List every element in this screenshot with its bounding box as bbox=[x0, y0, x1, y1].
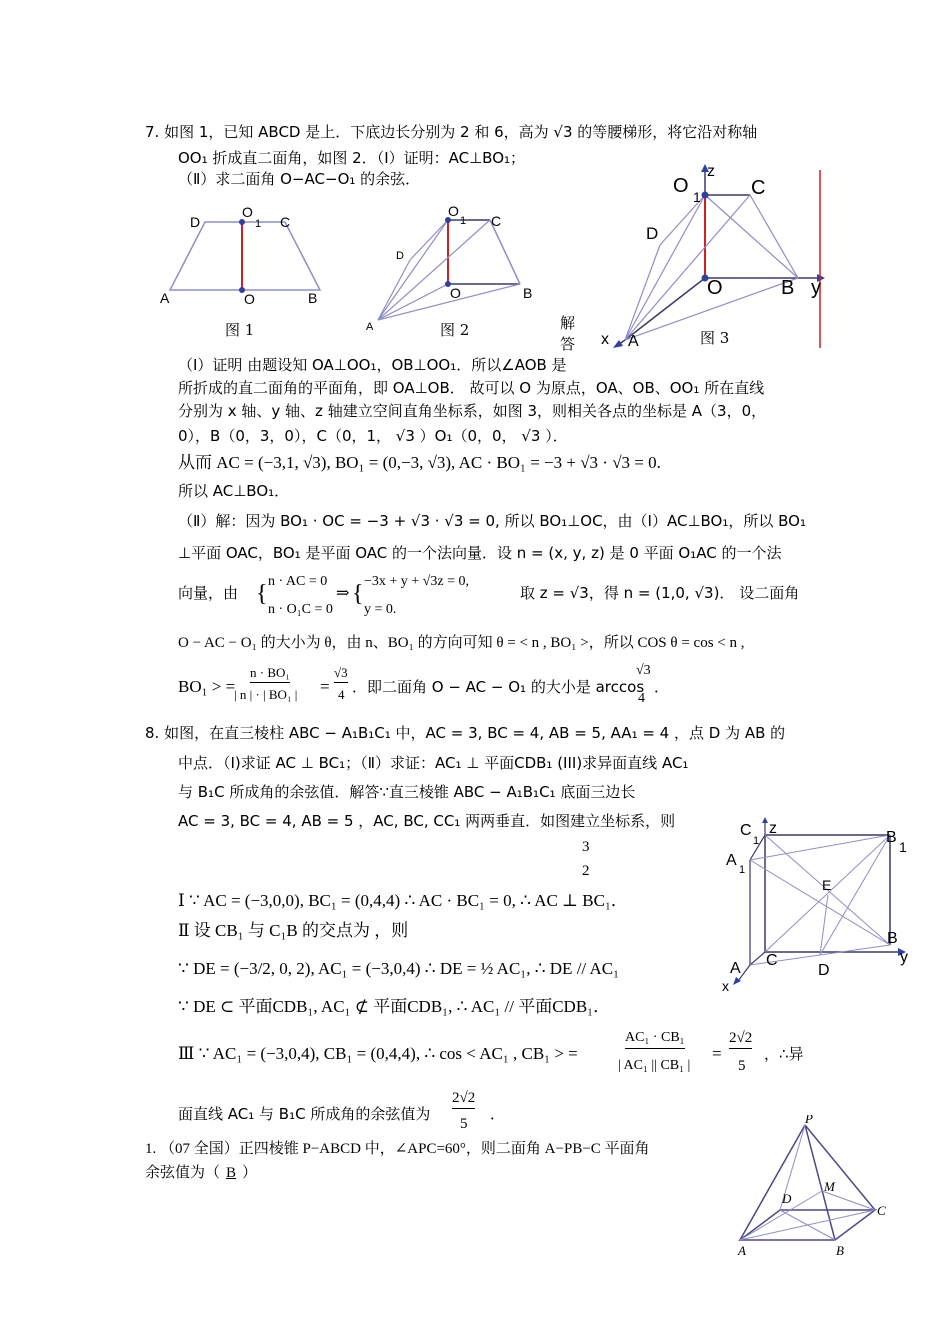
sol7-eq: = bbox=[320, 677, 330, 696]
fig3-label-O1-subscript: 1 bbox=[693, 189, 701, 205]
problem-1-answer: B bbox=[226, 1165, 237, 1181]
fig8-label-x: x bbox=[722, 978, 729, 994]
fig8-label-E: E bbox=[822, 877, 832, 893]
problem-8-frac-bot: 2 bbox=[582, 863, 590, 879]
fig9-label-M: M bbox=[824, 1179, 835, 1194]
sol7-implies: ⇒ bbox=[336, 585, 350, 602]
fig8-label-C: C bbox=[766, 952, 778, 969]
fig9-label-B: B bbox=[836, 1243, 844, 1258]
fig1-label-A: A bbox=[160, 290, 170, 306]
fig8-label-C1-subscript: 1 bbox=[753, 835, 760, 847]
sol7-val-den: 4 bbox=[338, 687, 345, 702]
fig9-label-A: A bbox=[738, 1243, 746, 1258]
fig2-label-C: C bbox=[491, 213, 502, 229]
problem-8-line-9a: Ⅲ ∵ AC₁ = (−3,0,4), CB₁ = (0,4,4), ∴ cos < AC₁ , CB₁ > = bbox=[178, 1044, 578, 1063]
problem-8-line-3: 与 B₁C 所成角的余弦值．解答∵直三棱锥 ABC − A₁B₁C₁ 底面三边长 bbox=[178, 783, 636, 801]
problem-8-line-5: Ⅰ ∵ AC = (−3,0,0), BC₁ = (0,4,4) ∴ AC · BC₁ = 0, ∴ AC ⊥ BC₁． bbox=[178, 891, 628, 910]
fig8-label-y: y bbox=[900, 949, 908, 966]
fig1-label-O1: O bbox=[242, 204, 253, 220]
problem-1-line-1: 1. （07 全国）正四棱锥 P−ABCD 中，∠APC=60°，则二面角 A−PB−C 平面角 bbox=[145, 1141, 650, 1157]
fig8-label-D: D bbox=[818, 962, 830, 979]
sol7-line-6: 所以 AC⊥BO₁． bbox=[178, 482, 290, 500]
fig3-label-D: D bbox=[646, 224, 659, 243]
fig3-label-O: O bbox=[707, 277, 723, 299]
sol7-arccos-den: 4 bbox=[638, 691, 645, 706]
problem-7-line-3: （Ⅱ）求二面角 O−AC−O₁ 的余弦． bbox=[178, 170, 421, 188]
side-note-jie: 解 bbox=[560, 314, 576, 332]
problem-8-frac-den: | AC₁ || CB₁ | bbox=[618, 1058, 691, 1073]
fig1-label-C: C bbox=[280, 214, 291, 230]
fig3-label-z: z bbox=[707, 163, 715, 180]
sol7-brace-2: { bbox=[352, 581, 364, 607]
sol7-line-1: （Ⅰ）证明 由题设知 OA⊥OO₁，OB⊥OO₁．所以∠AOB 是 bbox=[178, 356, 567, 374]
sol7-line-9f: 取 z = √3，得 n = (1,0, √3)． 设二面角 bbox=[520, 584, 800, 602]
problem-8-line-2: 中点．（Ⅰ)求证 AC ⊥ BC₁；（Ⅱ）求证：AC₁ ⊥ 平面CDB₁ (III)求异面直线 AC₁ bbox=[178, 754, 689, 772]
sol7-line-5: 从而 AC = (−3,1, √3), BO₁ = (0,−3, √3), AC · BO₁ = −3 + √3 · √3 = 0. bbox=[178, 453, 661, 472]
sol7-line-7: （Ⅱ）解：因为 BO₁ · OC = −3 + √3 · √3 = 0, 所以 BO₁⊥OC，由（Ⅰ）AC⊥BO₁，所以 BO₁ bbox=[178, 512, 806, 530]
sol7-line-10: O − AC − O₁ 的大小为 θ，由 n、BO₁ 的方向可知 θ = < n , BO₁ >，所以 COS θ = cos < n , bbox=[178, 635, 745, 651]
problem-1-prefix: 余弦值为（ bbox=[145, 1165, 221, 1181]
sol7-system-res-1: −3x + y + √3z = 0, bbox=[364, 574, 469, 589]
sol7-line-9a: 向量，由 bbox=[178, 584, 239, 602]
sol7-line-2: 所折成的直二面角的平面角，即 OA⊥OB． 故可以 O 为原点，OA、OB、OO₁ 所在直线 bbox=[178, 379, 765, 397]
problem-8-line-9e: ，∴异 bbox=[764, 1045, 804, 1063]
fig9-label-C: C bbox=[877, 1203, 886, 1218]
sol7-line-8: ⊥平面 OAC，BO₁ 是平面 OAC 的一个法向量．设 n = (x, y, z) 是 0 平面 O₁AC 的一个法 bbox=[178, 544, 782, 562]
fig9-label-P: P bbox=[805, 1115, 813, 1126]
fig1-label-O: O bbox=[244, 291, 255, 307]
fig8-label-A: A bbox=[730, 960, 741, 977]
problem-8-line-6: Ⅱ 设 CB₁ 与 C₁B 的交点为 ，则 bbox=[178, 921, 409, 940]
fig3-label-B: B bbox=[781, 277, 795, 299]
problem-8-line-8: ∵ DE ⊂ 平面CDB₁, AC₁ ⊄ 平面CDB₁, ∴ AC₁ // 平面CDB₁． bbox=[178, 997, 611, 1016]
fig3-label-C: C bbox=[751, 177, 766, 199]
sol7-system-eq-2: n · O₁C = 0 bbox=[268, 602, 333, 617]
problem-8-eq: = bbox=[712, 1044, 722, 1063]
sol7-system-res-2: y = 0. bbox=[364, 602, 397, 617]
fig8-label-A1-subscript: 1 bbox=[739, 864, 746, 876]
sol7-system-eq-1: n · AC = 0 bbox=[268, 574, 328, 589]
problem-1-line-2 bbox=[145, 1162, 257, 1184]
fig8-label-A1: A bbox=[726, 852, 737, 869]
figure-9-pyramid bbox=[730, 1115, 900, 1265]
fig3-label-A: A bbox=[628, 333, 639, 350]
sol7-frac-num: n · BO₁ bbox=[250, 664, 290, 683]
problem-8-frac-top: 3 bbox=[582, 839, 590, 855]
problem-8-line-4: AC = 3, BC = 4, AB = 5 ，AC, BC, CC₁ 两两垂直．如图建立坐标系，则 bbox=[178, 812, 676, 830]
sol7-end: ． bbox=[654, 678, 670, 696]
problem-8-line-7: ∵ DE = (−3/2, 0, 2), AC₁ = (−3,0,4) ∴ DE = ½ AC₁, ∴ DE // AC₁ bbox=[178, 959, 619, 978]
figure-1-caption: 图 1 bbox=[225, 321, 255, 339]
problem-8-line-10a: 面直线 AC₁ 与 B₁C 所成角的余弦值为 bbox=[178, 1105, 431, 1123]
fig8-label-z: z bbox=[769, 820, 777, 837]
figure-3-caption: 图 3 bbox=[700, 329, 730, 347]
problem-8-line-10d: ． bbox=[490, 1105, 506, 1123]
sol7-brace: { bbox=[256, 581, 268, 607]
fig1-label-D: D bbox=[190, 214, 201, 230]
sol7-val-num: √3 bbox=[334, 664, 348, 683]
problem-8-val-den: 5 bbox=[738, 1058, 746, 1074]
fig2-label-O: O bbox=[450, 285, 461, 301]
fig3-label-x: x bbox=[601, 331, 609, 348]
sol7-frac-den: | n | · | BO₁ | bbox=[234, 687, 298, 702]
sol7-line-11e: ．即二面角 O − AC − O₁ 的大小是 arccos bbox=[352, 678, 645, 696]
sol7-arccos-num: √3 bbox=[636, 663, 651, 678]
fig1-label-O1-subscript: 1 bbox=[255, 218, 262, 230]
fig8-label-B1-subscript: 1 bbox=[899, 839, 907, 855]
side-note-da: 答 bbox=[560, 335, 576, 353]
fig2-label-B: B bbox=[523, 285, 533, 301]
fig2-label-A: A bbox=[366, 321, 374, 333]
problem-8-ans-num: 2√2 bbox=[452, 1088, 475, 1109]
fig3-label-O1: O bbox=[673, 175, 689, 197]
problem-7-line-2: OO₁ 折成直二面角，如图 2．（Ⅰ）证明：AC⊥BO₁； bbox=[178, 149, 526, 167]
sol7-line-4: 0），B（0，3，0），C（0，1， √3 ）O₁（0，0， √3 ）． bbox=[178, 427, 568, 445]
sol7-line-11a: BO₁ > = bbox=[178, 677, 236, 696]
figure-8-prism bbox=[720, 815, 920, 995]
problem-8-line-1: 8. 如图，在直三棱柱 ABC − A₁B₁C₁ 中，AC = 3, BC = 4, AB = 5, AA₁ = 4 ，点 D 为 AB 的 bbox=[145, 724, 786, 742]
figure-2-caption: 图 2 bbox=[440, 321, 470, 339]
problem-7-line-1: 7. 如图 1，已知 ABCD 是上．下底边长分别为 2 和 6，高为 √3 的等腰梯形，将它沿对称轴 bbox=[145, 123, 758, 141]
problem-8-val-num: 2√2 bbox=[729, 1028, 752, 1049]
fig8-label-B1: B bbox=[886, 829, 897, 846]
fig1-label-B: B bbox=[308, 290, 318, 306]
problem-1-suffix: ） bbox=[242, 1165, 258, 1181]
problem-8-frac-num: AC₁ · CB₁ bbox=[625, 1028, 685, 1049]
fig2-label-D: D bbox=[396, 250, 404, 262]
fig2-label-O1: O bbox=[448, 203, 459, 219]
fig8-label-B: B bbox=[887, 930, 898, 947]
fig8-label-C1: C bbox=[740, 822, 752, 839]
fig2-label-O1-subscript: 1 bbox=[460, 215, 467, 227]
fig9-label-D: D bbox=[782, 1191, 792, 1206]
fig3-label-y: y bbox=[811, 277, 821, 299]
problem-8-ans-den: 5 bbox=[460, 1116, 468, 1132]
sol7-line-3: 分别为 x 轴、y 轴、z 轴建立空间直角坐标系，如图 3，则相关各点的坐标是 A（3，0， bbox=[178, 402, 767, 420]
